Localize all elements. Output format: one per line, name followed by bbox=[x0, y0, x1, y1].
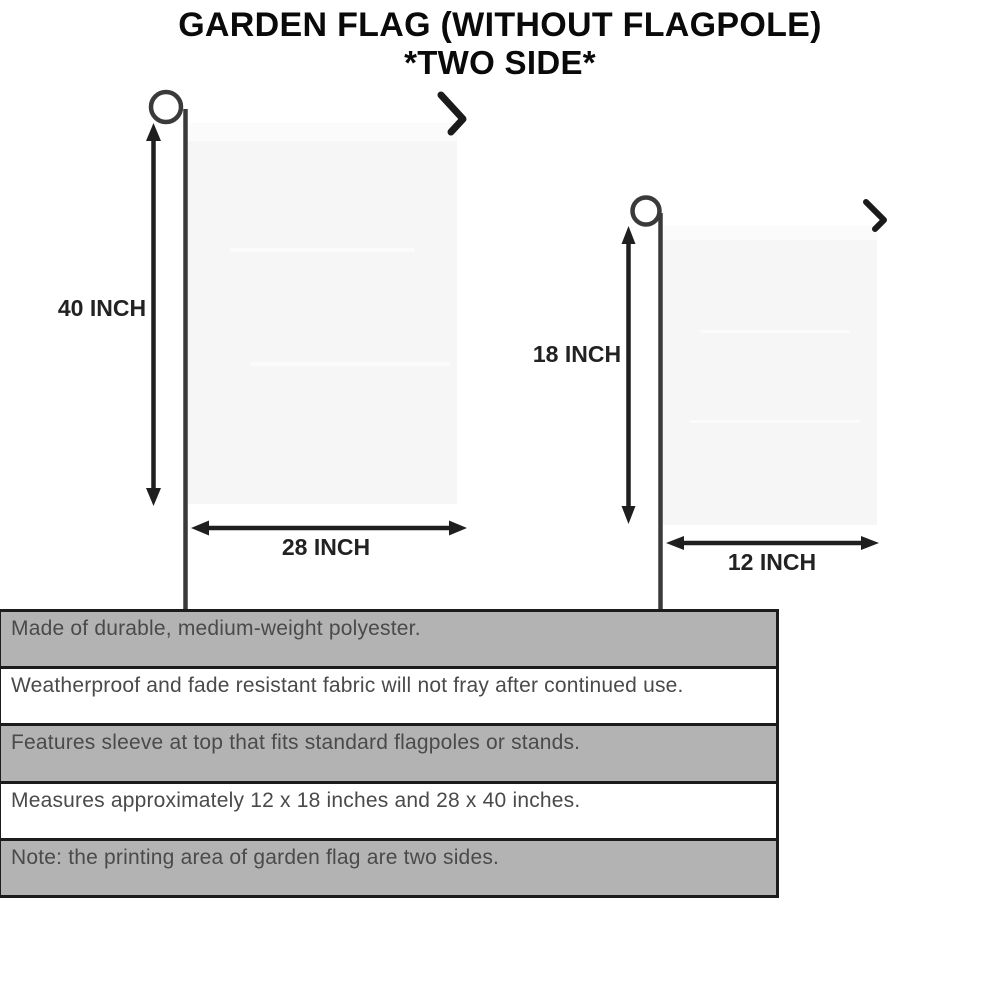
small-flag-width-arrow bbox=[666, 536, 879, 550]
title-line-2: *TWO SIDE* bbox=[404, 44, 596, 81]
large-flagpole-loop-icon bbox=[151, 92, 181, 122]
feature-row: Measures approximately 12 x 18 inches and 28 x 40 inches. bbox=[1, 784, 776, 841]
small-flag bbox=[663, 226, 877, 525]
flag-fold-mark bbox=[250, 362, 450, 366]
large-flag bbox=[188, 123, 457, 504]
small-flag-sleeve bbox=[663, 226, 877, 240]
small-flag-hook-icon bbox=[866, 202, 884, 229]
feature-row: Features sleeve at top that fits standard flagpoles or stands. bbox=[1, 726, 776, 783]
flag-fold-mark bbox=[690, 420, 860, 423]
title-line-1: GARDEN FLAG (WITHOUT FLAGPOLE) bbox=[178, 6, 822, 44]
flag-fold-mark bbox=[230, 248, 415, 252]
small-flag-height-arrow bbox=[622, 226, 636, 524]
small-flagpole-loop-icon bbox=[633, 198, 660, 225]
feature-row: Weatherproof and fade resistant fabric will not fray after continued use. bbox=[1, 669, 776, 726]
feature-list bbox=[0, 609, 779, 898]
feature-row: Made of durable, medium-weight polyester. bbox=[1, 612, 776, 669]
large-flag-width-label: 28 INCH bbox=[281, 534, 371, 560]
large-flag-height-label: 40 INCH bbox=[57, 295, 147, 321]
large-flag-sleeve bbox=[188, 123, 457, 141]
small-flag-width-label: 12 INCH bbox=[727, 549, 817, 575]
small-flag-height-label: 18 INCH bbox=[532, 341, 622, 367]
flag-fold-mark bbox=[700, 330, 850, 333]
feature-row: Note: the printing area of garden flag are two sides. bbox=[1, 841, 776, 895]
